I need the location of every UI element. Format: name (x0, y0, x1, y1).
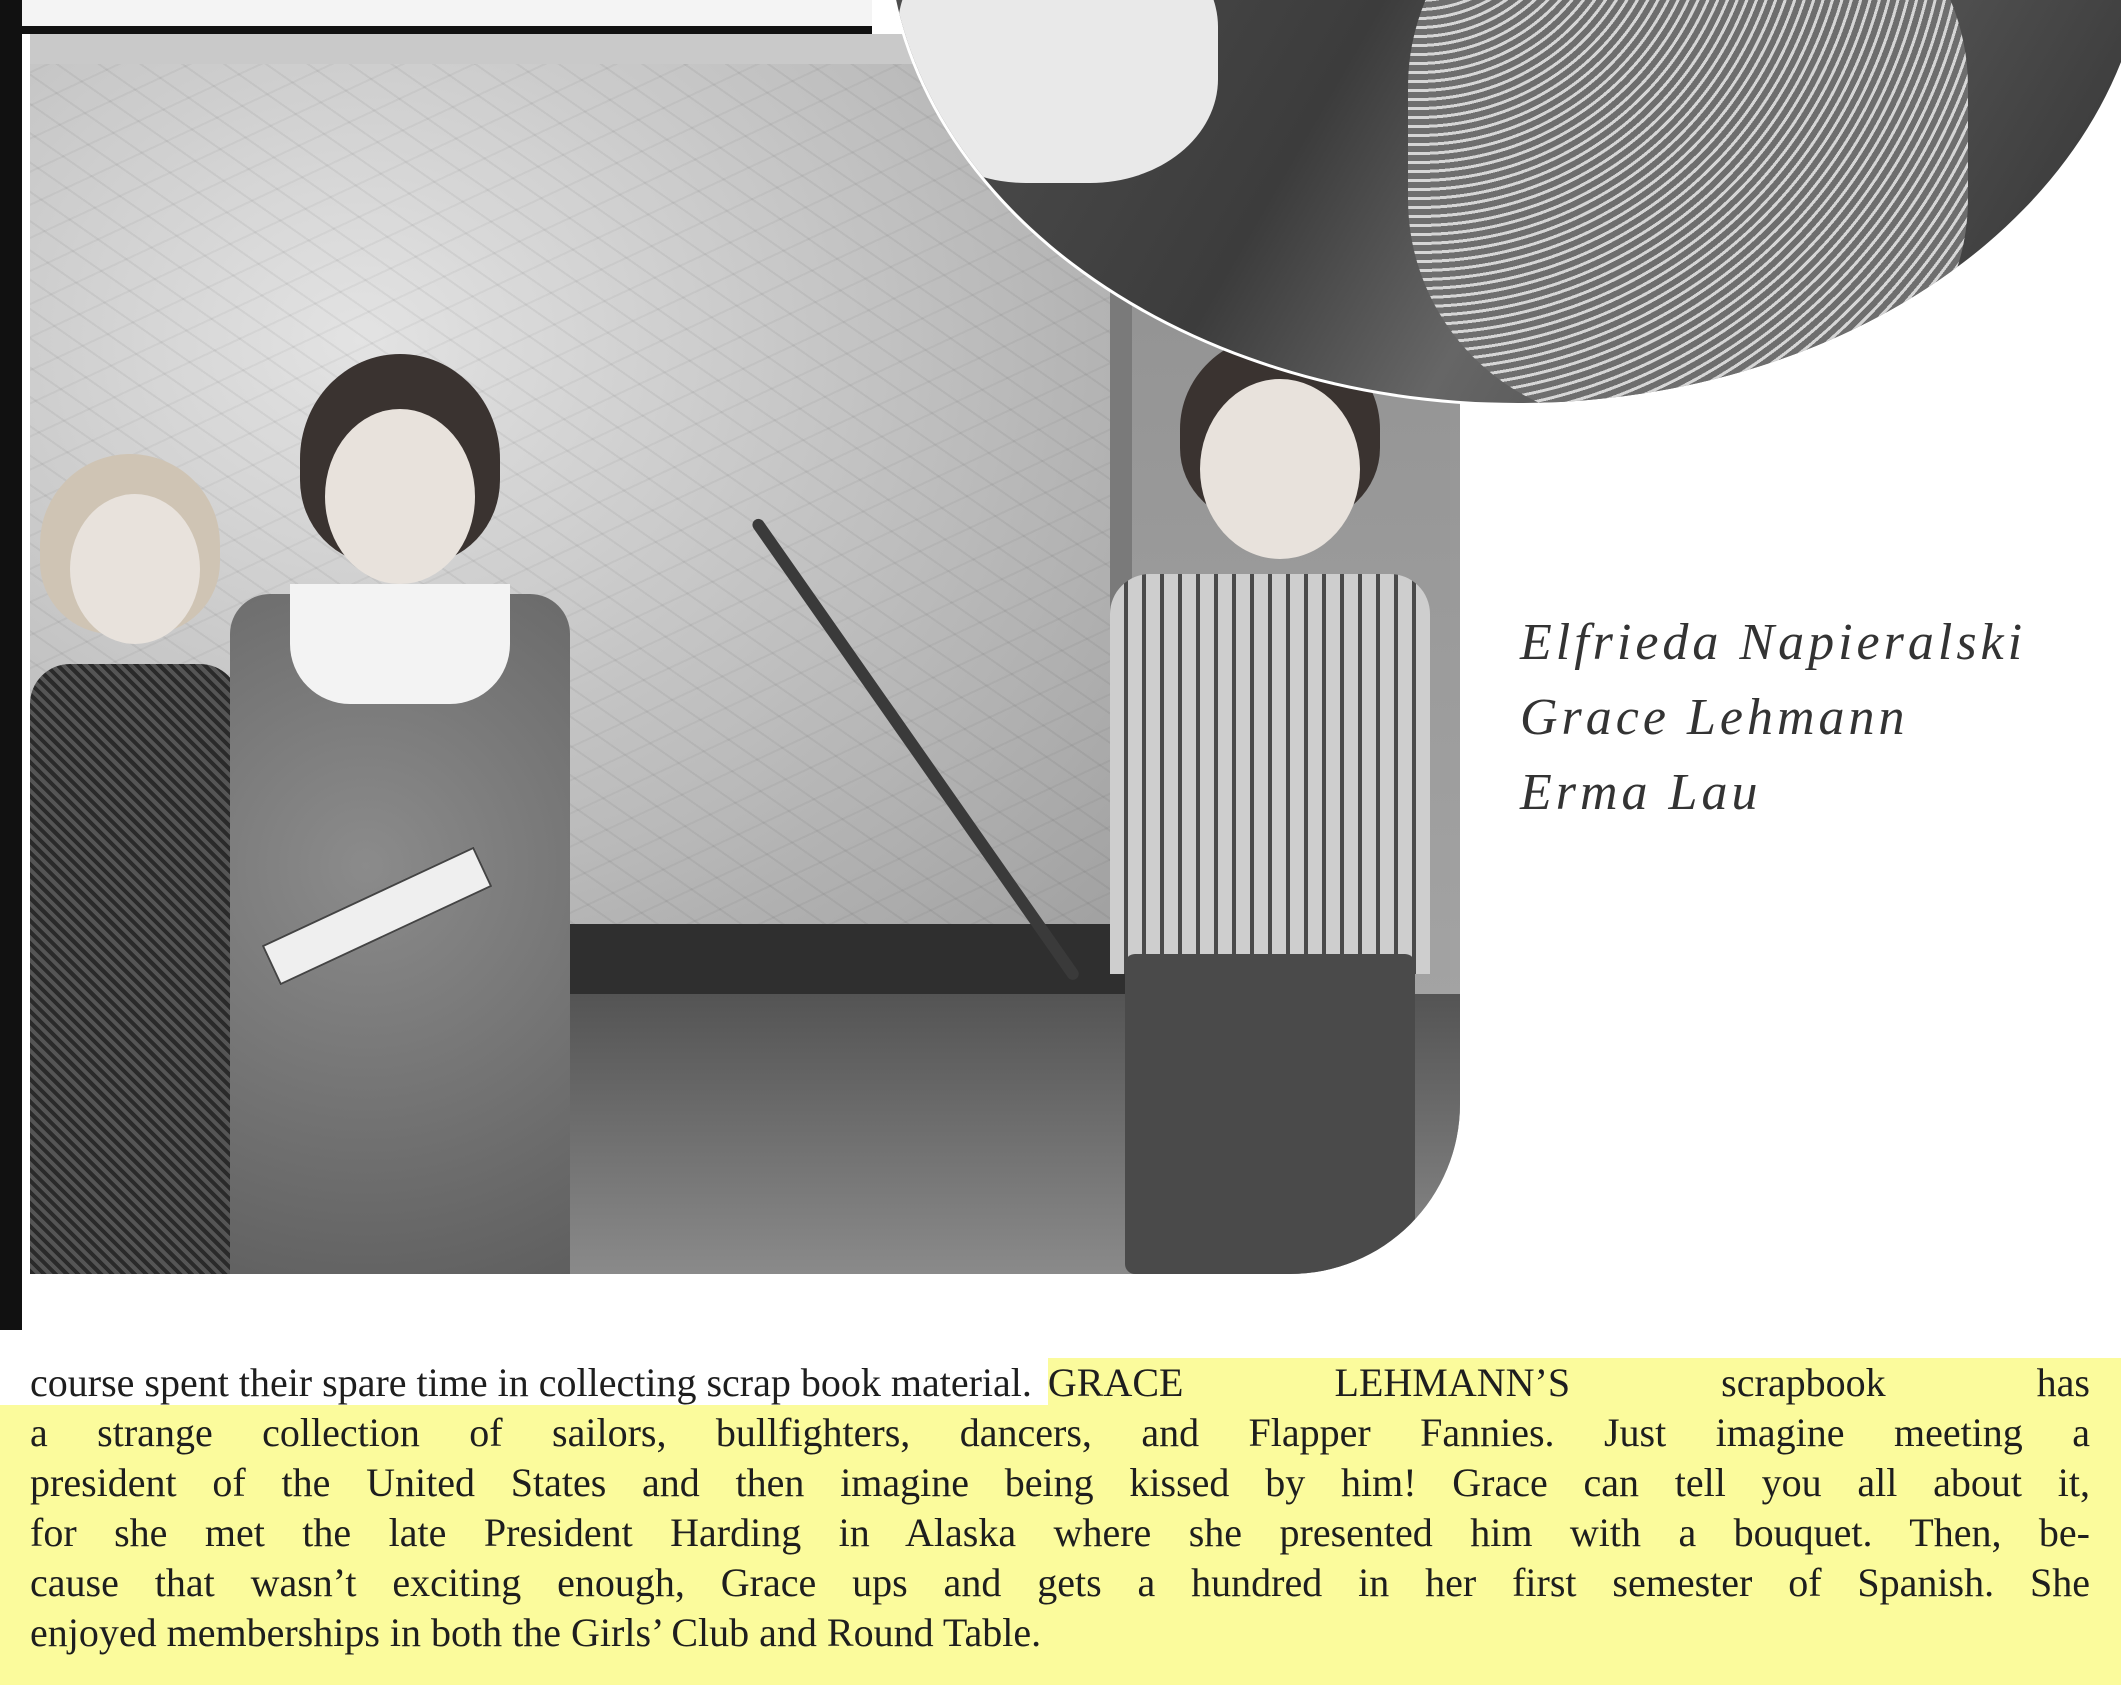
article-text (30, 1358, 2090, 1658)
text-highlighted: GRACE LEHMANN’S scrapbook has (1048, 1358, 2090, 1408)
text-line: enjoyed memberships in both the Girls’ Club and Round Table. (30, 1610, 1042, 1655)
text-line: cause that wasn’t exciting enough, Grace ups and gets a hundred in her first semester of Spanish. She (30, 1560, 2090, 1605)
page-left-edge (0, 0, 22, 1330)
caption-name: Elfrieda Napieralski (1520, 614, 2027, 671)
caption-name: Erma Lau (1520, 764, 1762, 821)
caption-name: Grace Lehmann (1520, 689, 1909, 746)
photo-caption (1520, 605, 2100, 830)
text-line: for she met the late President Harding in Alaska where she presented him with a bouquet. Then, be- (30, 1510, 2090, 1555)
inset-figure-arm (898, 0, 1218, 183)
text-line (30, 1358, 2090, 1408)
text-line: president of the United States and then imagine being kissed by him! Grace can tell you all about it, (30, 1460, 2090, 1505)
student-center (210, 354, 590, 1274)
inset-figure-dress (1408, 0, 1968, 406)
text-line: a strange collection of sailors, bullfighters, dancers, and Flapper Fannies. Just imagine meeting a (30, 1410, 2090, 1455)
student-right (1090, 334, 1450, 1274)
top-rule (22, 0, 872, 34)
text-plain: course spent their spare time in collecting scrap book material. (30, 1360, 1032, 1405)
